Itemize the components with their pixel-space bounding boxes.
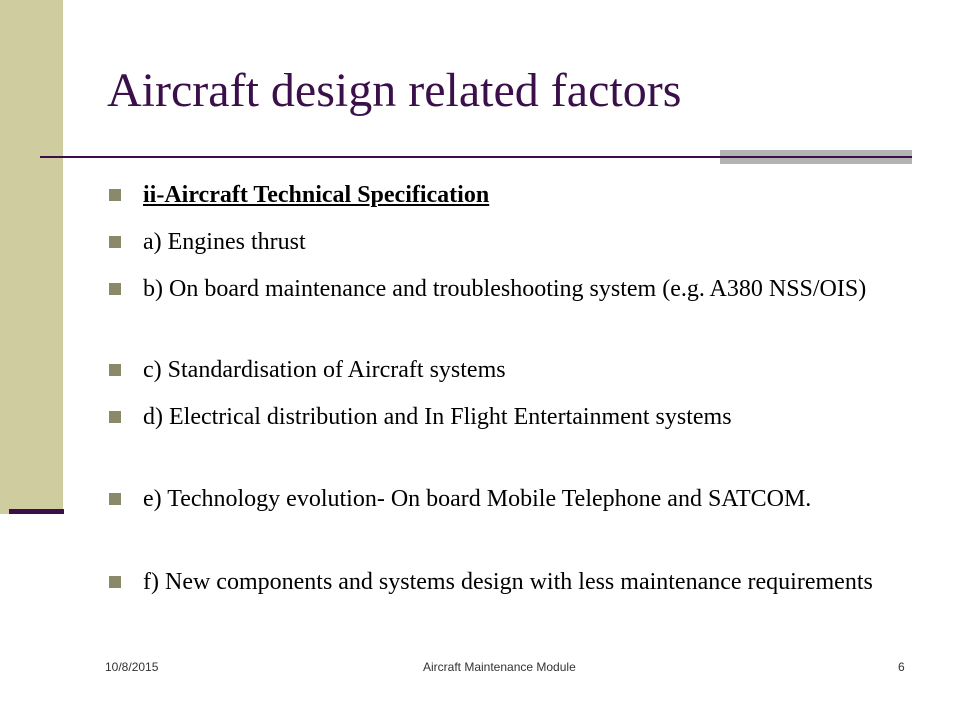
left-decorative-band (0, 0, 63, 514)
left-band-accent-line (9, 509, 64, 514)
square-bullet-icon (109, 576, 121, 588)
bullet-item: f) New components and systems design with less maintenance requirements (143, 569, 873, 595)
square-bullet-icon (109, 411, 121, 423)
footer-date: 10/8/2015 (105, 660, 159, 674)
bullet-item: e) Technology evolution- On board Mobile Telephone and SATCOM. (143, 486, 812, 512)
square-bullet-icon (109, 189, 121, 201)
square-bullet-icon (109, 236, 121, 248)
bullet-item: b) On board maintenance and troubleshooting system (e.g. A380 NSS/OIS) (143, 276, 867, 302)
footer-module: Aircraft Maintenance Module (423, 660, 576, 674)
slide-title: Aircraft design related factors (107, 64, 682, 117)
square-bullet-icon (109, 364, 121, 376)
square-bullet-icon (109, 283, 121, 295)
footer-page-number: 6 (898, 660, 905, 674)
bullet-subheading: ii-Aircraft Technical Specification (143, 182, 490, 208)
square-bullet-icon (109, 493, 121, 505)
bullet-item: d) Electrical distribution and In Flight Entertainment systems (143, 404, 732, 430)
bullet-item: a) Engines thrust (143, 229, 306, 255)
title-underline (40, 156, 720, 158)
title-rule-accent-line (720, 156, 912, 158)
bullet-item: c) Standardisation of Aircraft systems (143, 357, 506, 383)
